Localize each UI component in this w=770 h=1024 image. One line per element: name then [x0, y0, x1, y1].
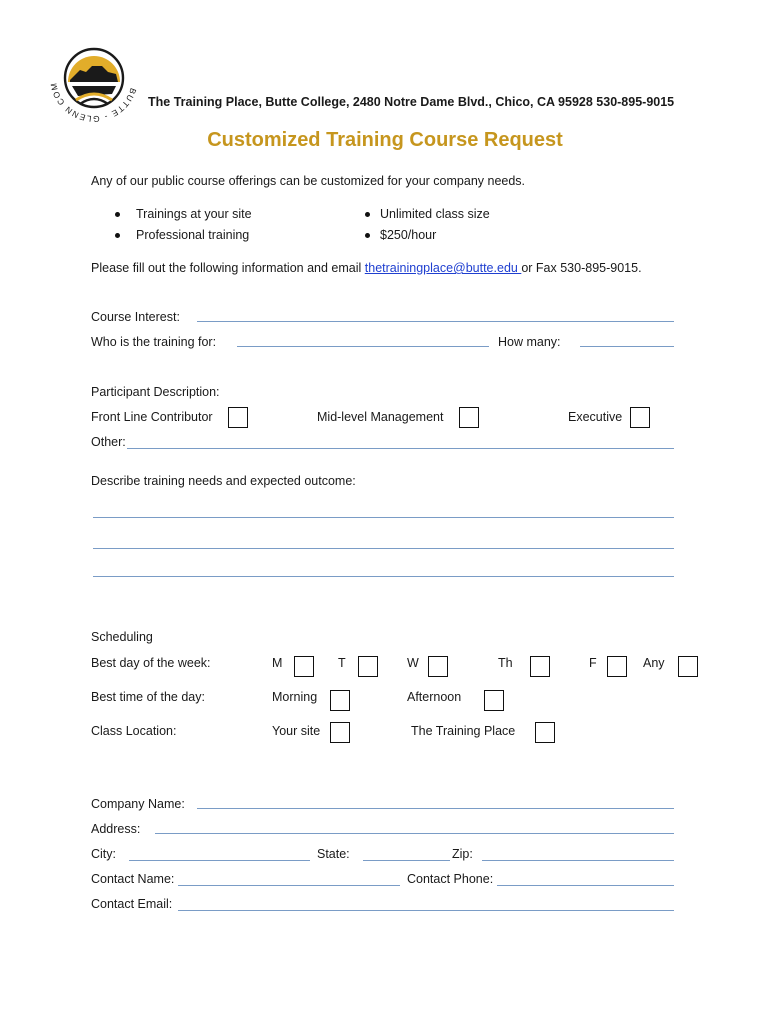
- company-name-field[interactable]: [197, 808, 674, 809]
- day-checkbox-m[interactable]: [294, 656, 314, 677]
- bullet-dot: [365, 233, 370, 238]
- training-for-label: Who is the training for:: [91, 335, 217, 349]
- contact-phone-field[interactable]: [497, 885, 674, 886]
- mid-level-label: Mid-level Management: [317, 410, 444, 424]
- address-label: Address:: [91, 822, 141, 836]
- bullet-dot: [115, 212, 120, 217]
- training-place-label: The Training Place: [411, 724, 516, 738]
- bullet-item: Unlimited class size: [380, 207, 490, 221]
- front-line-label: Front Line Contributor: [91, 410, 213, 424]
- contact-email-field[interactable]: [178, 910, 674, 911]
- city-label: City:: [91, 847, 116, 861]
- page-title: Customized Training Course Request: [207, 129, 563, 151]
- day-label-m: M: [272, 656, 283, 670]
- day-label-t: T: [338, 656, 346, 670]
- day-checkbox-th[interactable]: [530, 656, 550, 677]
- course-interest-field[interactable]: [197, 321, 674, 322]
- bullet-item: Trainings at your site: [136, 207, 252, 221]
- day-checkbox-t[interactable]: [358, 656, 378, 677]
- intro-text: Any of our public course offerings can be customized for your company needs.: [91, 174, 526, 188]
- how-many-field[interactable]: [580, 346, 674, 347]
- day-label-w: W: [407, 656, 419, 670]
- day-label-f: F: [589, 656, 597, 670]
- header-address: The Training Place, Butte College, 2480 Notre Dame Blvd., Chico, CA 95928 530-895-9015: [148, 95, 675, 109]
- day-checkbox-w[interactable]: [428, 656, 448, 677]
- executive-checkbox[interactable]: [630, 407, 650, 428]
- executive-label: Executive: [568, 410, 623, 424]
- contact-email-label: Contact Email:: [91, 897, 173, 911]
- training-for-field[interactable]: [237, 346, 489, 347]
- how-many-label: How many:: [498, 335, 561, 349]
- state-label: State:: [317, 847, 350, 861]
- course-interest-label: Course Interest:: [91, 310, 180, 324]
- best-time-label: Best time of the day:: [91, 690, 205, 704]
- instructions-prefix: Please fill out the following information and email: [91, 261, 365, 275]
- college-logo: [46, 30, 142, 126]
- day-label-th: Th: [498, 656, 513, 670]
- contact-name-field[interactable]: [178, 885, 400, 886]
- city-field[interactable]: [129, 860, 310, 861]
- afternoon-checkbox[interactable]: [484, 690, 504, 711]
- afternoon-label: Afternoon: [407, 690, 462, 704]
- mid-level-checkbox[interactable]: [459, 407, 479, 428]
- instructions-suffix: or Fax 530-895-9015.: [521, 261, 642, 275]
- logo-ring-text: BUTTE - GLENN COM: [48, 81, 139, 125]
- scheduling-label: Scheduling: [91, 630, 153, 644]
- describe-line-3[interactable]: [93, 576, 674, 577]
- best-day-label: Best day of the week:: [91, 656, 211, 670]
- bullet-item: Professional training: [136, 228, 250, 242]
- describe-line-1[interactable]: [93, 517, 674, 518]
- describe-line-2[interactable]: [93, 548, 674, 549]
- participant-label: Participant Description:: [91, 385, 220, 399]
- zip-field[interactable]: [482, 860, 674, 861]
- class-location-label: Class Location:: [91, 724, 177, 738]
- other-field[interactable]: [127, 448, 674, 449]
- front-line-checkbox[interactable]: [228, 407, 248, 428]
- morning-checkbox[interactable]: [330, 690, 350, 711]
- email-link[interactable]: thetrainingplace@butte.edu: [364, 261, 522, 275]
- contact-phone-label: Contact Phone:: [407, 872, 494, 886]
- day-checkbox-f[interactable]: [607, 656, 627, 677]
- instructions: [91, 261, 642, 275]
- your-site-checkbox[interactable]: [330, 722, 350, 743]
- bullet-dot: [115, 233, 120, 238]
- company-name-label: Company Name:: [91, 797, 185, 811]
- contact-name-label: Contact Name:: [91, 872, 175, 886]
- day-checkbox-any[interactable]: [678, 656, 698, 677]
- bullet-dot: [365, 212, 370, 217]
- zip-label: Zip:: [452, 847, 473, 861]
- describe-label: Describe training needs and expected outcome:: [91, 474, 356, 488]
- day-label-any: Any: [643, 656, 665, 670]
- address-field[interactable]: [155, 833, 674, 834]
- your-site-label: Your site: [272, 724, 321, 738]
- bullet-item: $250/hour: [380, 228, 437, 242]
- morning-label: Morning: [272, 690, 318, 704]
- other-label: Other:: [91, 435, 126, 449]
- state-field[interactable]: [363, 860, 450, 861]
- training-place-checkbox[interactable]: [535, 722, 555, 743]
